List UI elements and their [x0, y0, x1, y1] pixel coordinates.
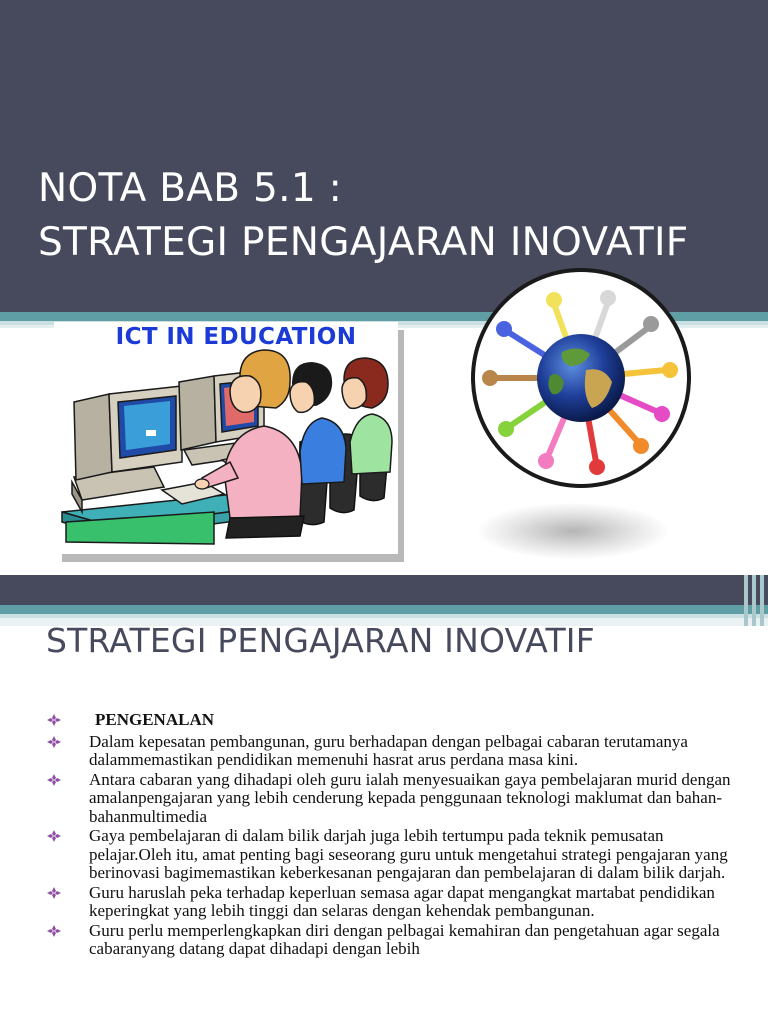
list-item: [45, 771, 745, 827]
computer-lab-illustration: [54, 322, 404, 562]
diamond-bullet-icon: [47, 887, 61, 899]
edge-stripe: [752, 575, 756, 626]
diamond-bullet-icon: [47, 925, 61, 937]
list-item-text: Dalam kepesatan pembangunan, guru berhadapan dengan pelbagai cabaran terutamanya dalammemastikan pendidikan memenuhi hasrat arus perdana masa kini.: [89, 731, 688, 769]
slide-title: [38, 162, 689, 270]
list-item: [45, 711, 745, 730]
list-item-text: Antara cabaran yang dihadapi oleh guru ialah menyesuaikan gaya pembelajaran murid dengan amalanpengajaran yang lebih cenderung kepada penggunaan teknologi maklumat dan bahan-bahanmultimedia: [89, 769, 731, 826]
content-slide-title: STRATEGI PENGAJARAN INOVATIF: [46, 621, 595, 660]
list-item-text: Guru perlu memperlengkapkan diri dengan pelbagai kemahiran dan pengetahuan agar segala cabaranyang datang dapat dihadapi dengan lebih: [89, 920, 720, 958]
ict-in-education-label: ICT IN EDUCATION: [115, 324, 357, 350]
globe-people-icon: [466, 266, 696, 496]
slide-title-line-2: STRATEGI PENGAJARAN INOVATIF: [38, 220, 689, 265]
list-item-text: PENGENALAN: [95, 710, 215, 729]
diamond-bullet-icon: [47, 774, 61, 786]
list-item-text: Guru haruslah peka terhadap keperluan semasa agar dapat mengangkat martabat pendidikan keperingkat yang lebih tinggi dan selaras dengan kehendak pembangunan.: [89, 882, 715, 920]
accent-stripe: [0, 605, 768, 614]
list-item: [45, 733, 745, 770]
globe-shadow: [478, 503, 668, 559]
content-slide: [0, 575, 768, 1024]
list-item: [45, 827, 745, 883]
list-item: [45, 884, 745, 921]
ict-in-education-clipart: [54, 322, 404, 562]
list-item-text: Gaya pembelajaran di dalam bilik darjah juga lebih tertumpu pada teknik pemusatan pelajar.Oleh itu, amat penting bagi seseorang guru untuk mengetahui strategi pengajaran yang berinovasi bagimemastikan keberkesanan pengajaran dan pembelajaran di dalam bilik darjah.: [89, 826, 728, 882]
content-header-band: [0, 575, 768, 605]
list-item: [45, 922, 745, 959]
diamond-bullet-icon: [47, 714, 61, 726]
bullet-list: [45, 711, 745, 959]
diamond-bullet-icon: [47, 830, 61, 842]
slide-title-line-1: NOTA BAB 5.1 :: [38, 166, 343, 211]
edge-stripe: [760, 575, 764, 626]
edge-stripe: [744, 575, 748, 626]
diamond-bullet-icon: [47, 736, 61, 748]
